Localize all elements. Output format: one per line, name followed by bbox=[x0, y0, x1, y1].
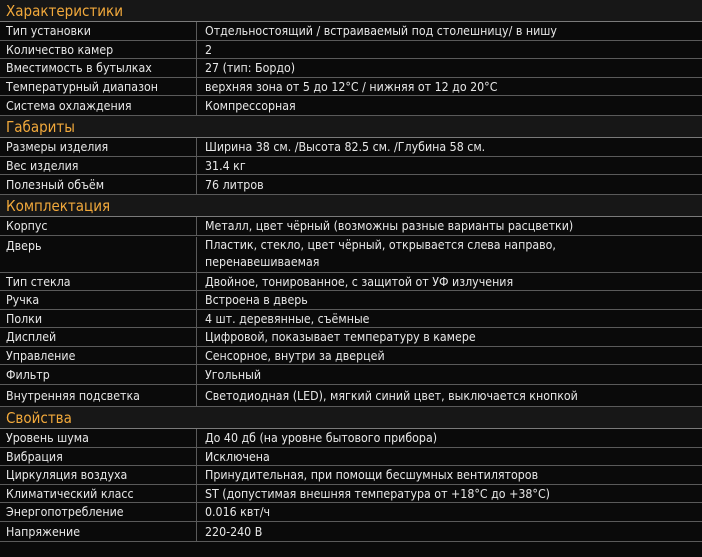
table-row bbox=[0, 41, 702, 60]
section-title: Габариты bbox=[0, 116, 702, 138]
spec-name: Корпус bbox=[6, 219, 48, 233]
spec-value: Светодиодная (LED), мягкий синий цвет, выключается кнопкой bbox=[196, 385, 702, 406]
table-row bbox=[0, 236, 702, 273]
spec-name: Тип стекла bbox=[6, 274, 71, 289]
spec-value: Отдельностоящий / встраиваемый под столешницу/ в нишу bbox=[196, 22, 702, 40]
spec-name: Система охлаждения bbox=[6, 99, 132, 113]
spec-value: 2 bbox=[196, 41, 702, 59]
table-row bbox=[0, 157, 702, 176]
spec-value: Пластик, стекло, цвет чёрный, открывается слева направо, перенавешиваемая bbox=[196, 237, 702, 272]
spec-value: Цифровой, показывает температуру в камере bbox=[196, 328, 702, 346]
section-equipment bbox=[0, 195, 702, 407]
spec-value: 31.4 кг bbox=[196, 157, 702, 175]
spec-name: Уровень шума bbox=[6, 431, 89, 445]
table-row bbox=[0, 78, 702, 97]
spec-name: Вес изделия bbox=[6, 158, 79, 173]
spec-value: 27 (тип: Бордо) bbox=[196, 59, 702, 77]
spec-name: Дисплей bbox=[6, 330, 57, 344]
table-row bbox=[0, 138, 702, 157]
spec-name: Температурный диапазон bbox=[6, 79, 158, 94]
spec-value: 220-240 В bbox=[196, 522, 702, 541]
table-row bbox=[0, 448, 702, 467]
spec-name: Управление bbox=[6, 348, 76, 363]
table-row bbox=[0, 217, 702, 236]
spec-value: До 40 дб (на уровне бытового прибора) bbox=[196, 429, 702, 447]
spec-name: Полки bbox=[6, 311, 43, 326]
table-row bbox=[0, 291, 702, 310]
spec-name: Дверь bbox=[6, 238, 42, 253]
spec-value: Сенсорное, внутри за дверцей bbox=[196, 347, 702, 365]
spec-value: верхняя зона от 5 до 12°С / нижняя от 12 до 20°С bbox=[196, 78, 702, 96]
table-row bbox=[0, 429, 702, 448]
table-row bbox=[0, 466, 702, 485]
spec-value: ST (допустимая внешняя температура от +18°С до +38°С) bbox=[196, 485, 702, 503]
spec-name: Энергопотребление bbox=[6, 505, 124, 519]
table-row bbox=[0, 59, 702, 78]
spec-value: Встроена в дверь bbox=[196, 291, 702, 309]
table-row bbox=[0, 347, 702, 366]
table-row bbox=[0, 273, 702, 292]
table-row bbox=[0, 385, 702, 407]
spec-name: Вибрация bbox=[6, 449, 63, 464]
section-properties bbox=[0, 407, 702, 542]
spec-value: 4 шт. деревянные, съёмные bbox=[196, 310, 702, 328]
section-title: Комплектация bbox=[0, 195, 702, 217]
spec-name: Полезный объём bbox=[6, 178, 105, 192]
spec-name: Ручка bbox=[6, 293, 40, 307]
spec-value: Компрессорная bbox=[196, 96, 702, 115]
section-title: Свойства bbox=[0, 407, 702, 429]
table-row bbox=[0, 22, 702, 41]
spec-name: Климатический класс bbox=[6, 486, 134, 501]
spec-value: Угольный bbox=[196, 365, 702, 384]
spec-name: Напряжение bbox=[6, 524, 81, 539]
spec-name: Циркуляция воздуха bbox=[6, 468, 128, 482]
table-row bbox=[0, 503, 702, 522]
table-row bbox=[0, 328, 702, 347]
spec-value: 76 литров bbox=[196, 175, 702, 194]
spec-name: Количество камер bbox=[6, 42, 114, 57]
spec-name: Размеры изделия bbox=[6, 140, 109, 154]
spec-name: Тип установки bbox=[6, 24, 91, 38]
spec-value: 0.016 квт/ч bbox=[196, 503, 702, 521]
table-row bbox=[0, 96, 702, 116]
spec-value: Исключена bbox=[196, 448, 702, 466]
spec-name: Фильтр bbox=[6, 368, 50, 382]
spec-value: Ширина 38 см. /Высота 82.5 см. /Глубина 58 см. bbox=[196, 138, 702, 156]
spec-value: Металл, цвет чёрный (возможны разные варианты расцветки) bbox=[196, 217, 702, 235]
table-row bbox=[0, 522, 702, 542]
spec-value: Принудительная, при помощи бесшумных вентиляторов bbox=[196, 466, 702, 484]
table-row bbox=[0, 175, 702, 195]
table-row bbox=[0, 485, 702, 504]
section-characteristics bbox=[0, 0, 702, 116]
spec-name: Внутренняя подсветка bbox=[6, 389, 140, 403]
spec-value: Двойное, тонированное, с защитой от УФ излучения bbox=[196, 273, 702, 291]
section-dimensions bbox=[0, 116, 702, 195]
table-row bbox=[0, 365, 702, 385]
spec-name: Вместимость в бутылках bbox=[6, 61, 152, 75]
section-title: Характеристики bbox=[0, 0, 702, 22]
table-row bbox=[0, 310, 702, 329]
